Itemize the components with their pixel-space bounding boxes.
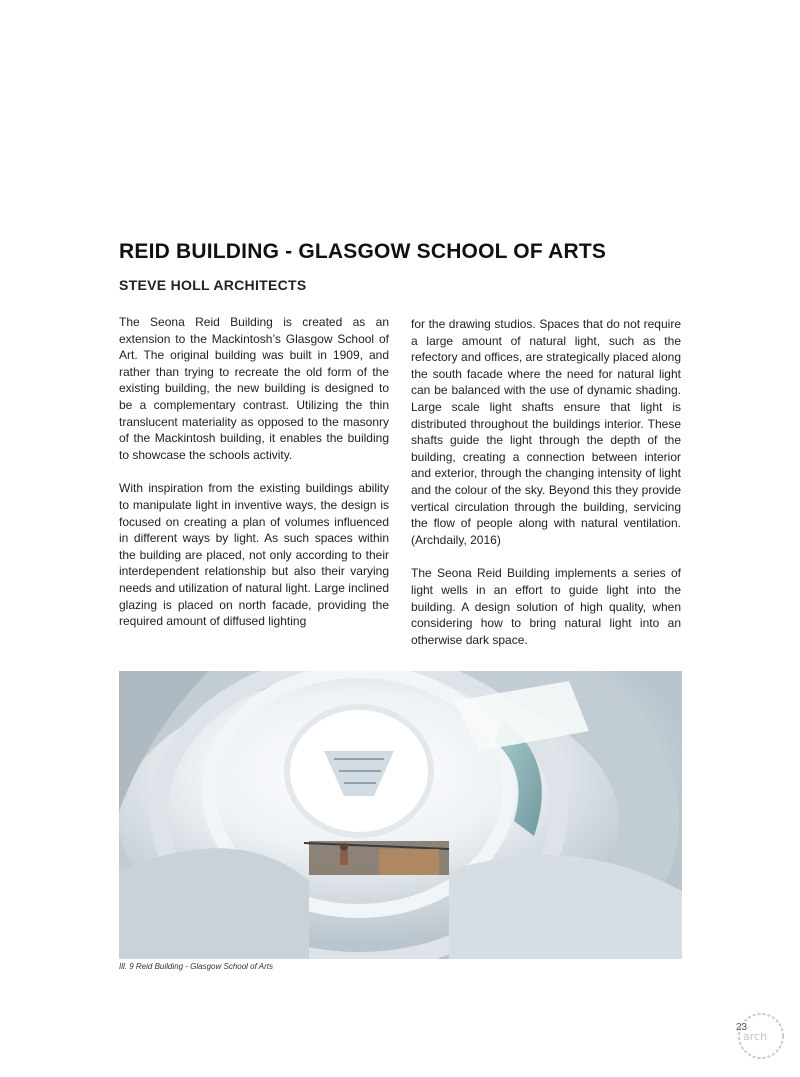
- building-interior-photo: [119, 671, 682, 959]
- page-number: 23: [736, 1022, 748, 1033]
- figure-caption: Ill. 9 Reid Building - Glasgow School of Arts: [119, 962, 273, 971]
- body-column-left: [119, 314, 389, 647]
- page-title: REID BUILDING - GLASGOW SCHOOL OF ARTS: [119, 240, 607, 263]
- paragraph: for the drawing studios. Spaces that do not require a large amount of natural light, such as the refectory and offices, are strategically placed along the south facade where the need for natural light can be balanced with the use of dynamic shading. Large scale light shafts ensure that light is distributed throughout the buildings interior. These shafts guide the light through the depth of the building, creating a connection between interior and exterior, through the changing intensity of light and the colour of the sky. Beyond this they provide vertical circulation through the building, servicing the flow of people along with natural ventilation. (Archdaily, 2016): [411, 317, 681, 547]
- svg-text:arch: arch: [743, 1030, 768, 1043]
- paragraph: With inspiration from the existing buildings ability to manipulate light in inventive ways, the design is focused on creating a plan of volumes influenced in different ways by light. As such spaces within the building are placed, not only according to their interdependent relationship but also their varying needs and utilization of natural light. Large inclined glazing is placed on north facade, providing the required amount of diffused lighting: [119, 481, 389, 629]
- architect-subtitle: STEVE HOLL ARCHITECTS: [119, 277, 307, 293]
- watermark-logo-icon: [729, 1010, 793, 1062]
- paragraph: The Seona Reid Building is created as an extension to the Mackintosh’s Glasgow School of Art. The original building was built in 1909, and rather than trying to recreate the old form of the existing building, the new building is designed to be a complementary contrast. Utilizing the thin translucent materiality as opposed to the masonry of the Mackintosh building, it enables the building to showcase the schools activity.: [119, 315, 389, 462]
- body-column-right: [411, 316, 681, 665]
- paragraph: The Seona Reid Building implements a series of light wells in an effort to guide light into the building. A design solution of high quality, when considering how to bring natural light into an otherwise dark space.: [411, 566, 681, 647]
